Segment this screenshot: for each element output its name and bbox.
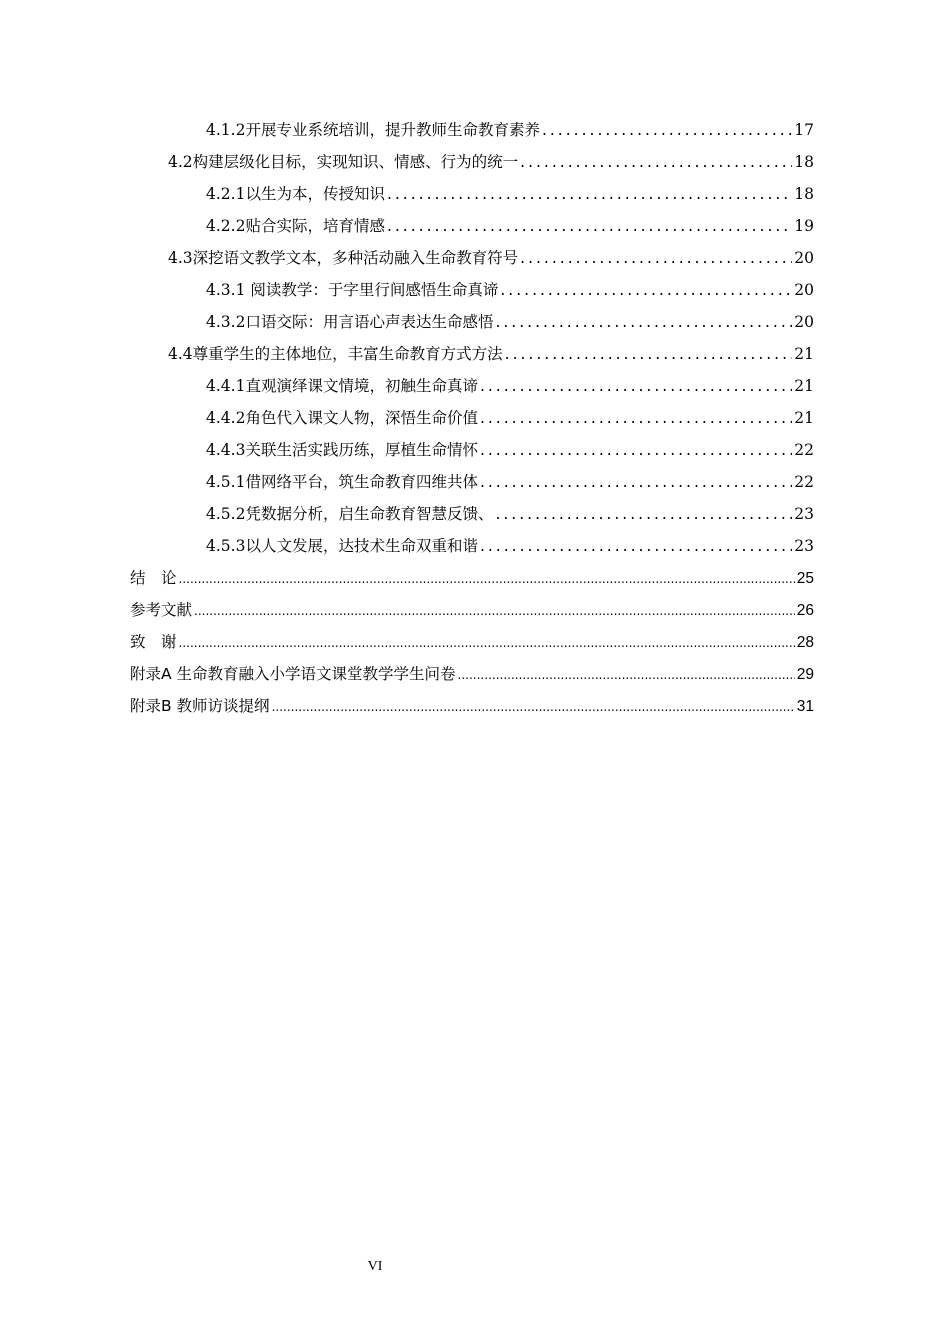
toc-entry-4-5-3[interactable] [130,530,814,562]
toc-entry-4-4-2[interactable] [130,402,814,434]
toc-entry-4-4[interactable] [130,338,814,370]
toc-entry-4-5-2[interactable] [130,498,814,530]
toc-entry-title: 4.2.2贴合实际，培育情感 [206,217,385,235]
toc-dot-leader [387,210,792,242]
toc-entry-title: 4.5.2凭数据分析，启生命教育智慧反馈、 [206,505,494,523]
toc-dot-leader [495,498,792,530]
toc-entry-page: 20 [794,313,814,331]
toc-entry-page: 21 [794,345,814,363]
toc-dot-leader [480,370,792,402]
toc-entry-page: 18 [794,153,814,171]
toc-entry-title: 附录A 生命教育融入小学语文课堂教学学生问卷 [130,665,456,683]
toc-entry-title: 4.3.1 阅读教学：于字里行间感悟生命真谛 [206,281,499,299]
toc-entry-4-1-2[interactable] [130,114,814,146]
toc-entry-title: 4.2.1以生为本，传授知识 [206,185,385,203]
toc-entry-4-4-3[interactable] [130,434,814,466]
toc-entry-4-2-2[interactable] [130,210,814,242]
toc-entry-title: 4.4尊重学生的主体地位，丰富生命教育方式方法 [168,345,503,363]
toc-entry-title: 4.4.2角色代入课文人物，深悟生命价值 [206,409,478,427]
toc-entry-page: 23 [794,537,814,555]
toc-entry-page: 17 [794,121,814,139]
toc-entry-page: 23 [794,505,814,523]
toc-entry-title: 4.5.1借网络平台，筑生命教育四维共体 [206,473,478,491]
toc-entry-title: 4.2构建层级化目标，实现知识、情感、行为的统一 [168,153,519,171]
toc-entry-title: 4.4.3关联生活实践历练，厚植生命情怀 [206,441,478,459]
toc-entry-conclusion[interactable] [130,562,814,594]
toc-entry-title: 4.4.1直观演绎课文情境，初触生命真谛 [206,377,478,395]
toc-entry-page: 21 [794,377,814,395]
toc-entry-4-5-1[interactable] [130,466,814,498]
toc-entry-page: 21 [794,409,814,427]
toc-entry-page: 25 [796,570,814,587]
toc-entry-4-3[interactable] [130,242,814,274]
toc-entry-title: 4.1.2开展专业系统培训，提升教师生命教育素养 [206,121,540,139]
page-number-footer: VI [367,1259,383,1274]
toc-dot-leader [272,691,795,723]
toc-dot-leader [480,530,792,562]
toc-entry-4-2-1[interactable] [130,178,814,210]
table-of-contents [130,114,814,722]
toc-dot-leader [520,242,792,274]
toc-dot-leader [458,659,795,691]
toc-entry-title: 附录B 教师访谈提纲 [130,697,270,715]
toc-entry-references[interactable] [130,594,814,626]
toc-entry-page: 22 [794,473,814,491]
toc-dot-leader [179,563,795,595]
toc-dot-leader [542,114,792,146]
toc-dot-leader [495,306,792,338]
toc-entry-4-2[interactable] [130,146,814,178]
toc-entry-page: 18 [794,185,814,203]
toc-entry-page: 31 [796,698,814,715]
toc-dot-leader [179,627,795,659]
toc-entry-title: 4.5.3以人文发展，达技术生命双重和谐 [206,537,478,555]
toc-entry-page: 20 [794,249,814,267]
toc-entry-4-3-2[interactable] [130,306,814,338]
toc-entry-page: 20 [794,281,814,299]
toc-entry-title: 4.3深挖语文教学文本，多种活动融入生命教育符号 [168,249,519,267]
toc-entry-page: 29 [796,666,814,683]
toc-entry-4-4-1[interactable] [130,370,814,402]
toc-entry-title: 结 论 [130,569,177,587]
toc-entry-acknowledgements[interactable] [130,626,814,658]
toc-dot-leader [505,338,793,370]
toc-entry-page: 19 [794,217,814,235]
toc-dot-leader [480,402,792,434]
toc-dot-leader [194,595,795,627]
toc-entry-title: 致 谢 [130,633,177,651]
toc-entry-page: 22 [794,441,814,459]
toc-dot-leader [520,146,792,178]
toc-dot-leader [387,178,792,210]
toc-dot-leader [480,466,792,498]
toc-entry-appendix-a[interactable] [130,658,814,690]
toc-dot-leader [500,274,792,306]
toc-entry-appendix-b[interactable] [130,690,814,722]
toc-entry-page: 28 [796,634,814,651]
toc-entry-4-3-1[interactable] [130,274,814,306]
toc-entry-page: 26 [796,602,814,619]
toc-entry-title: 参考文献 [130,601,193,619]
toc-entry-title: 4.3.2口语交际：用言语心声表达生命感悟 [206,313,494,331]
toc-dot-leader [480,434,792,466]
